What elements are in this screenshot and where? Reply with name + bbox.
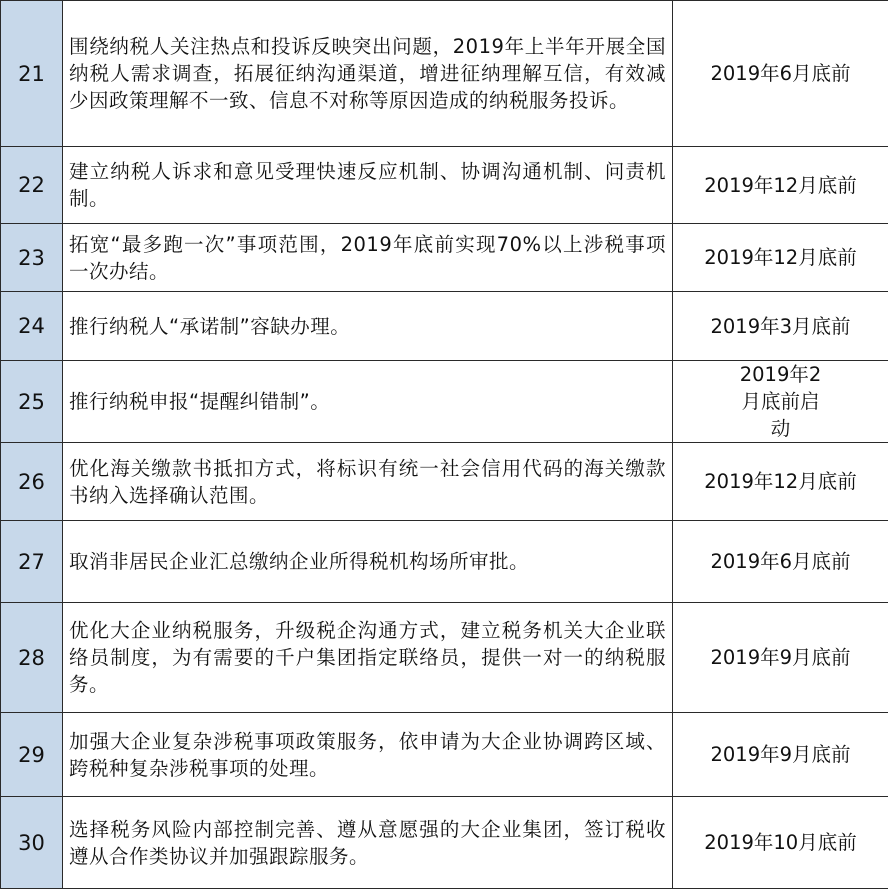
task-description: 优化海关缴款书抵扣方式，将标识有统一社会信用代码的海关缴款书纳入选择确认范围。: [63, 443, 673, 521]
task-deadline: 2019年2月底前启动: [673, 361, 888, 443]
task-description: 优化大企业纳税服务，升级税企沟通方式，建立税务机关大企业联络员制度，为有需要的千户集团指定联络员，提供一对一的纳税服务。: [63, 603, 673, 713]
row-number: 29: [1, 713, 63, 797]
table-row: [1, 521, 888, 603]
row-number: 27: [1, 521, 63, 603]
task-deadline: 2019年6月底前: [673, 521, 888, 603]
task-description: 拓宽“最多跑一次”事项范围，2019年底前实现70%以上涉税事项一次办结。: [63, 224, 673, 292]
row-number: 28: [1, 603, 63, 713]
row-number: 22: [1, 147, 63, 224]
table-row: [1, 147, 888, 224]
row-number: 24: [1, 292, 63, 361]
table-row: [1, 797, 888, 889]
task-deadline: 2019年3月底前: [673, 292, 888, 361]
table-row: [1, 1, 888, 147]
task-deadline: 2019年6月底前: [673, 1, 888, 147]
table-row: [1, 361, 888, 443]
table-row: [1, 713, 888, 797]
row-number: 21: [1, 1, 63, 147]
task-description: 取消非居民企业汇总缴纳企业所得税机构场所审批。: [63, 521, 673, 603]
row-number: 23: [1, 224, 63, 292]
table-row: [1, 224, 888, 292]
row-number: 25: [1, 361, 63, 443]
task-description: 推行纳税人“承诺制”容缺办理。: [63, 292, 673, 361]
task-deadline: 2019年12月底前: [673, 443, 888, 521]
task-deadline: 2019年12月底前: [673, 147, 888, 224]
task-deadline: 2019年9月底前: [673, 603, 888, 713]
table-row: [1, 292, 888, 361]
row-number: 30: [1, 797, 63, 889]
task-deadline: 2019年9月底前: [673, 713, 888, 797]
task-description: 加强大企业复杂涉税事项政策服务，依申请为大企业协调跨区域、跨税种复杂涉税事项的处理。: [63, 713, 673, 797]
task-description: 推行纳税申报“提醒纠错制”。: [63, 361, 673, 443]
task-deadline: 2019年10月底前: [673, 797, 888, 889]
task-description: 选择税务风险内部控制完善、遵从意愿强的大企业集团，签订税收遵从合作类协议并加强跟踪服务。: [63, 797, 673, 889]
task-description: 建立纳税人诉求和意见受理快速反应机制、协调沟通机制、问责机制。: [63, 147, 673, 224]
row-number: 26: [1, 443, 63, 521]
table-row: [1, 443, 888, 521]
task-description: 围绕纳税人关注热点和投诉反映突出问题，2019年上半年开展全国纳税人需求调查，拓展征纳沟通渠道，增进征纳理解互信，有效减少因政策理解不一致、信息不对称等原因造成的纳税服务投诉。: [63, 1, 673, 147]
table-row: [1, 603, 888, 713]
task-deadline: 2019年12月底前: [673, 224, 888, 292]
